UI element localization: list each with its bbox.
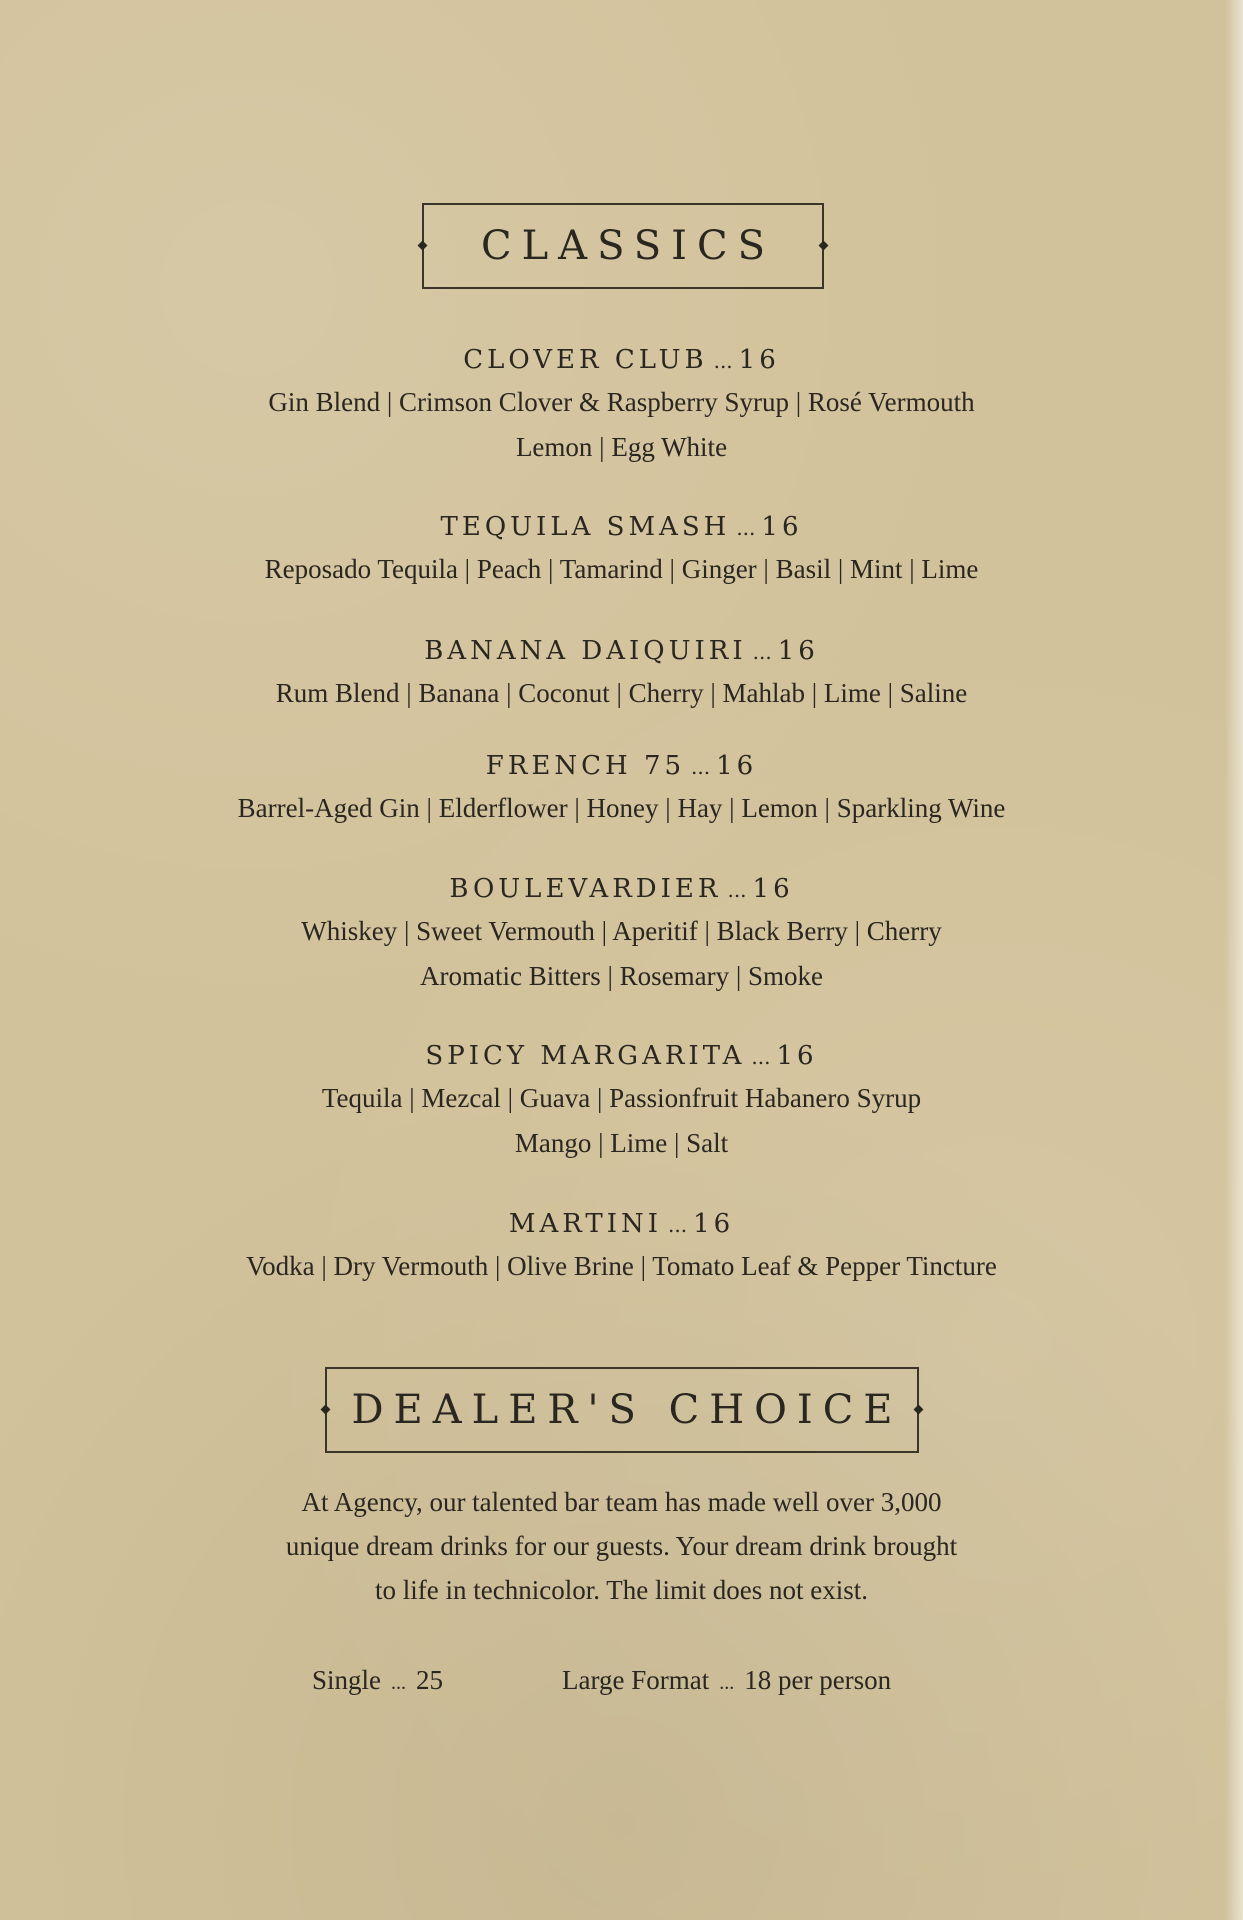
price-separator: ... (736, 516, 756, 540)
drink-name: SPICY MARGARITA (425, 1041, 746, 1071)
drink-price: 16 (693, 1209, 735, 1239)
drink-name: BOULEVARDIER (449, 874, 722, 904)
drink-price: 16 (716, 751, 758, 781)
drink-ingredients-line: Mango | Lime | Salt (514, 1128, 729, 1158)
drink-french-75 (0, 746, 1243, 831)
drink-title (0, 507, 1243, 547)
drink-ingredients-line: Gin Blend | Crimson Clover & Raspberry Syrup | Rosé Vermouth (268, 387, 975, 417)
drink-ingredients-line: Whiskey | Sweet Vermouth | Aperitif | Black Berry | Cherry (301, 916, 942, 946)
left-diamond-ornament (418, 241, 428, 251)
description-line: unique dream drinks for our guests. Your dream drink brought (285, 1531, 958, 1561)
drink-price: 16 (752, 874, 794, 904)
drink-title (0, 1036, 1243, 1076)
drink-tequila-smash (0, 507, 1243, 592)
description-line: to life in technicolor. The limit does not exist. (375, 1575, 868, 1605)
drink-ingredients-line: Aromatic Bitters | Rosemary | Smoke (420, 961, 823, 991)
page-edge (1225, 0, 1243, 1920)
drink-ingredients-line: Tequila | Mezcal | Guava | Passionfruit Habanero Syrup (321, 1083, 922, 1113)
drink-title (0, 869, 1243, 909)
drink-price: 16 (761, 512, 803, 542)
drink-price: 16 (776, 1041, 818, 1071)
price-separator: ... (667, 1213, 688, 1237)
drink-clover-club (0, 340, 1243, 470)
drink-ingredients-line: Vodka | Dry Vermouth | Olive Brine | Tomato Leaf & Pepper Tincture (246, 1251, 997, 1281)
price-separator: ... (727, 878, 747, 902)
classics-heading: CLASSICS (481, 223, 775, 269)
drink-banana-daiquiri (0, 631, 1243, 716)
price-separator: ... (752, 640, 772, 664)
classics-heading-box (422, 203, 824, 289)
drink-title (0, 340, 1243, 380)
large-format-price-option (562, 1658, 891, 1702)
left-diamond-ornament (321, 1405, 331, 1415)
drink-title (0, 746, 1243, 786)
single-price-option (312, 1658, 443, 1702)
drink-spicy-margarita (0, 1036, 1243, 1166)
drink-name: BANANA DAIQUIRI (424, 636, 747, 666)
drink-martini (0, 1204, 1243, 1289)
drink-ingredients-line: Lemon | Egg White (515, 432, 728, 462)
price-separator: ... (751, 1045, 771, 1069)
large-format-price: 18 per person (744, 1665, 892, 1695)
description-line: At Agency, our talented bar team has made well over 3,000 (301, 1487, 942, 1517)
price-separator: ... (691, 755, 711, 779)
right-diamond-ornament (914, 1405, 924, 1415)
drink-ingredients-line: Rum Blend | Banana | Coconut | Cherry | Mahlab | Lime | Saline (275, 678, 968, 708)
drink-boulevardier (0, 869, 1243, 999)
large-format-label: Large Format (562, 1665, 710, 1695)
dealers-choice-heading: DEALER'S CHOICE (351, 1387, 903, 1433)
price-separator: ... (719, 1672, 735, 1694)
drink-name: CLOVER CLUB (463, 345, 708, 375)
dealers-choice-description (0, 1480, 1243, 1612)
price-separator: ... (713, 349, 733, 373)
drink-price: 16 (777, 636, 819, 666)
drink-ingredients-line: Barrel-Aged Gin | Elderflower | Honey | Hay | Lemon | Sparkling Wine (237, 793, 1006, 823)
drink-name: FRENCH 75 (485, 751, 686, 781)
drink-title (0, 631, 1243, 671)
dealers-choice-heading-box (325, 1367, 919, 1453)
single-price: 25 (416, 1665, 444, 1695)
drink-title (0, 1204, 1243, 1244)
drink-ingredients-line: Reposado Tequila | Peach | Tamarind | Ginger | Basil | Mint | Lime (264, 554, 979, 584)
right-diamond-ornament (819, 241, 829, 251)
drink-name: MARTINI (508, 1209, 662, 1239)
single-label: Single (312, 1665, 382, 1695)
drink-name: TEQUILA SMASH (440, 512, 731, 542)
price-separator: ... (391, 1672, 407, 1694)
drink-price: 16 (738, 345, 780, 375)
